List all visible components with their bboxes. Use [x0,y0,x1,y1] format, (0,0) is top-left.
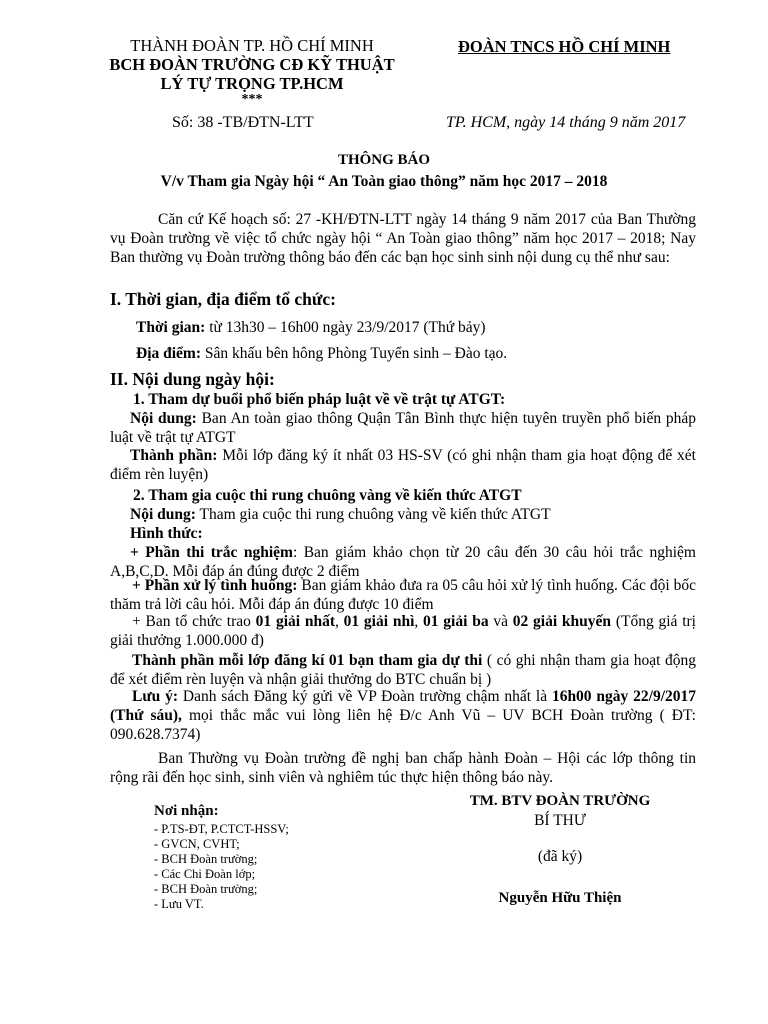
place-label: Địa điểm: [136,345,202,362]
prize-text-and: và [488,613,513,630]
second-prize: 01 giải nhì [343,613,415,630]
third-prize: 01 giải ba [423,613,489,630]
document-subject: V/v Tham gia Ngày hội “ An Toàn giao thông” năm học 2017 – 2018 [160,173,608,190]
item-1-content [110,409,696,447]
prize-text-1: + Ban tổ chức trao [132,613,256,630]
registration [110,651,696,689]
first-prize: 01 giải nhất [255,613,335,630]
note-label: Lưu ý: [132,688,179,705]
item-2-content-label: Nội dung: [130,506,196,523]
time-label: Thời gian: [136,319,206,336]
prizes [110,612,696,650]
recipient-item: - GVCN, CVHT; [154,837,240,851]
document-number: Số: 38 -TB/ĐTN-LTT [172,114,314,131]
situation-part [110,576,696,614]
org-left-line-1: THÀNH ĐOÀN TP. HỒ CHÍ MINH [130,36,374,55]
intro-paragraph: Căn cứ Kế hoạch số: 27 -KH/ĐTN-LTT ngày 14 tháng 9 năm 2017 của Ban Thường vụ Đoàn trường về việc tổ chức ngày hội “ An Toàn giao thông” năm học 2017 – 2018; Nay Ban thường vụ Đoàn trường thông báo đến các bạn học sinh sinh nội dung cụ thể như sau: [110,211,696,266]
recipient-item: - P.TS-ĐT, P.CTCT-HSSV; [154,822,289,836]
registration-label: Thành phần mỗi lớp đăng kí 01 bạn tham gia dự thi [132,652,483,669]
recipient-item: - Các Chi Đoàn lớp; [154,867,256,881]
place-line [136,344,696,363]
signature-signed: (đã ký) [537,848,583,865]
signature-organization: TM. BTV ĐOÀN TRƯỜNG [469,793,651,809]
section-2-heading: II. Nội dung ngày hội: [110,369,275,389]
document-title: THÔNG BÁO [337,152,431,168]
note [110,687,696,744]
multiple-choice-label: + Phần thi trắc nghiệm [130,544,293,561]
recipients-label: Nơi nhận: [154,803,219,819]
section-1-heading: I. Thời gian, địa điểm tổ chức: [110,289,337,309]
item-2-content-text: Tham gia cuộc thi rung chuông vàng về kiến thức ATGT [195,506,551,523]
item-1-content-label: Nội dung: [130,410,197,427]
prize-separator-2: , [414,613,424,630]
item-1-title: 1. Tham dự buổi phổ biến pháp luật về về trật tự ATGT: [133,391,506,408]
recipient-item: - BCH Đoàn trường; [154,852,258,866]
registration-text: ( có ghi nhận tham gia hoạt động để xét điểm rèn luyện và nhận giải thưởng do BTC chuẩn bị ) [110,652,696,688]
signature-position: BÍ THƯ [534,812,586,829]
stars-divider: *** [241,92,263,107]
note-text-2: mọi thắc mắc vui lòng liên hệ Đ/c Anh Vũ – UV BCH Đoàn trường ( ĐT: 090.628.7374) [110,707,696,743]
item-1-participants-text: Mỗi lớp đăng ký ít nhất 03 HS-SV (có ghi nhận tham gia hoạt động để xét điểm rèn luyện) [110,447,696,483]
deadline: 16h00 ngày 22/9/2017 (Thứ sáu), [110,688,696,724]
consolation-prize: 02 giải khuyến [512,613,612,630]
situation-text: Ban giám khảo đưa ra 05 câu hỏi xử lý tình huống. Các đội bốc thăm trả lời câu hỏi. Mỗi đáp án đúng được 10 điểm [110,577,696,613]
issuing-organization [92,36,412,107]
item-2-title: 2. Tham gia cuộc thi rung chuông vàng về kiến thức ATGT [133,487,522,504]
recipients-list [154,822,289,912]
item-1-participants-label: Thành phần: [130,447,218,464]
org-right: ĐOÀN TNCS HỒ CHÍ MINH [458,37,671,56]
item-1-content-text: Ban An toàn giao thông Quận Tân Bình thực hiện tuyên truyền phổ biến pháp luật về trật tự ATGT [110,410,696,446]
recipient-item: - BCH Đoàn trường; [154,882,258,896]
signer-name: Nguyễn Hữu Thiện [498,890,622,906]
org-left-line-3: LÝ TỰ TRỌNG TP.HCM [160,74,344,93]
recipient-item: - Lưu VT. [154,897,204,911]
multiple-choice-text: : Ban giám khảo chọn từ 20 câu đến 30 câu hỏi trắc nghiệm A,B,C,D. Mỗi đáp án đúng được 2 điểm [110,544,696,580]
closing-paragraph: Ban Thường vụ Đoàn trường đề nghị ban chấp hành Đoàn – Hội các lớp thông tin rộng rãi đến học sinh, sinh viên và nghiêm túc thực hiện thông báo này. [110,750,696,786]
time-value: từ 13h30 – 16h00 ngày 23/9/2017 (Thứ bảy) [205,319,486,336]
form-label: Hình thức: [130,525,203,542]
note-text-1: Danh sách Đăng ký gửi về VP Đoàn trường chậm nhất là [178,688,552,705]
document-date: TP. HCM, ngày 14 tháng 9 năm 2017 [446,114,686,131]
item-1-participants [110,446,696,484]
org-left-line-2: BCH ĐOÀN TRƯỜNG CĐ KỸ THUẬT [109,55,395,74]
item-2-content [110,505,696,524]
time-line [136,318,696,337]
prize-separator-1: , [335,613,344,630]
prize-total: (Tổng giá trị giải thưởng 1.000.000 đ) [110,613,696,649]
situation-label: + Phần xử lý tình huống: [132,577,298,594]
place-value: Sân khấu bên hông Phòng Tuyển sinh – Đào tạo. [201,345,508,362]
